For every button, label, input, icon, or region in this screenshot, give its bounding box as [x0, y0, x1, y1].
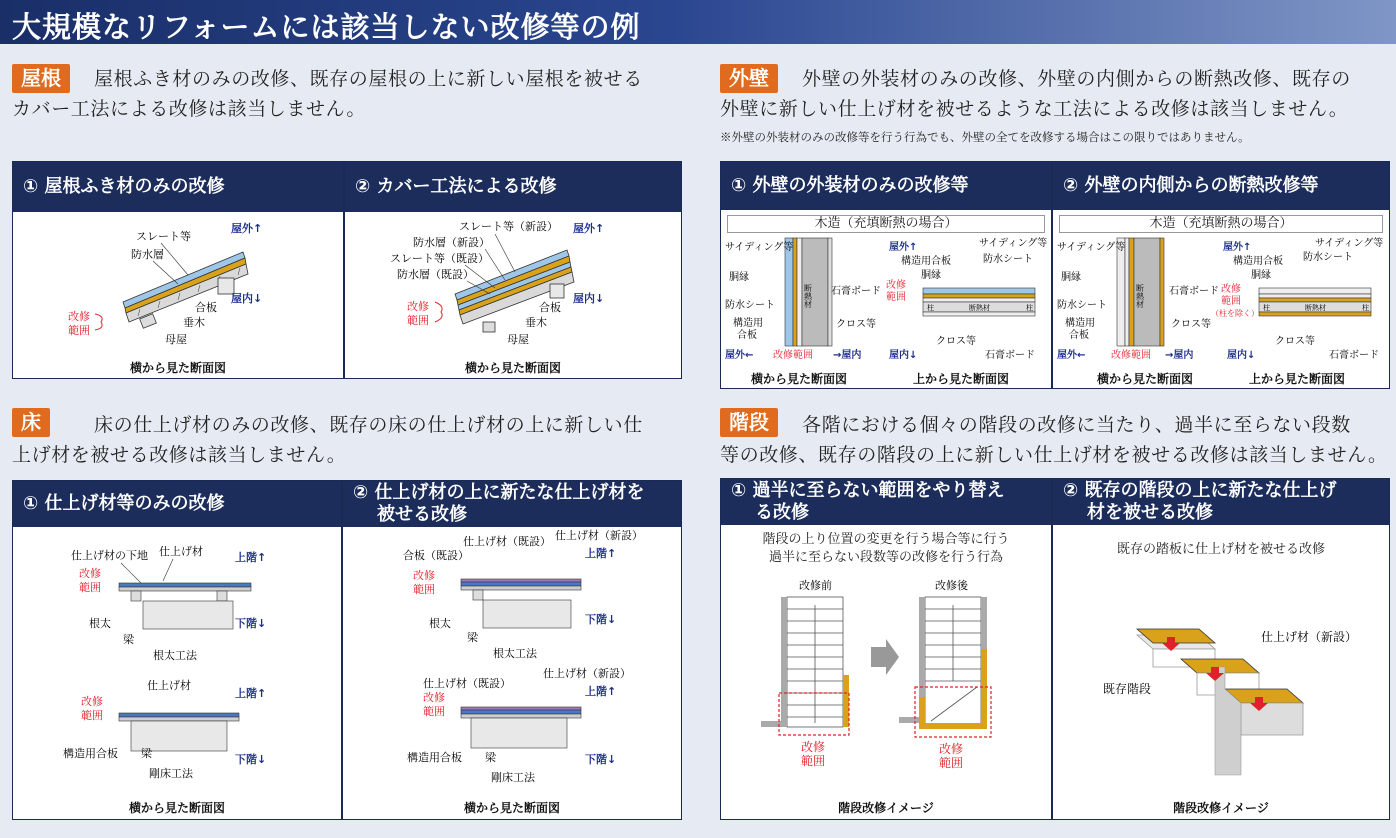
label-sheet-r: 防水シート: [983, 254, 1033, 265]
stairs-panel-1-title: ① 過半に至らない範囲をやり替え る改修: [721, 479, 1051, 525]
floor-section-diagram-1: [13, 527, 341, 797]
wall-panel-2: [1052, 161, 1390, 389]
label-range-14: 改修: [81, 695, 103, 708]
label-before: 改修前: [799, 579, 832, 592]
label-lower-2: 下階↓: [235, 753, 267, 766]
label-range-8: 改修範囲: [1111, 350, 1151, 361]
label-range-22: 改修: [939, 742, 964, 756]
label-method-4: 剛床工法: [491, 771, 535, 784]
wall-panel-1-box-label: 木造（充填断熱の場合）: [727, 215, 1045, 233]
label-range-12: 改修: [79, 567, 101, 580]
roof-cover-diagram-1: [13, 212, 343, 378]
label-insul-2: 断熱材: [1135, 284, 1145, 308]
label-plywood-2: 合板: [539, 301, 561, 314]
floor-description: 床の仕上げ材のみの改修、既存の床の仕上げ材の上に新しい仕 上げ材を被せる改修は該当しません。: [12, 414, 643, 466]
roof-panel-1-title: ① 屋根ふき材のみの改修: [13, 162, 343, 212]
label-col-3: 柱: [1263, 304, 1270, 312]
label-furring-r: 胴縁: [921, 270, 941, 281]
label-upper-3: 上階↑: [585, 547, 617, 560]
label-waterproof-new: 防水層（新設）: [413, 236, 490, 249]
wall-panel-2-caption-left: 横から見た断面図: [1097, 372, 1194, 386]
label-purlin: 母屋: [165, 333, 187, 346]
label-gypsum-r2: 石膏ボード: [1329, 350, 1379, 361]
floor-panel-2-title: ② 仕上げ材の上に新たな仕上げ材を 被せる改修: [343, 481, 681, 527]
floor-tag: 床: [12, 408, 50, 437]
label-col-2: 柱: [1026, 304, 1033, 312]
label-beam-2: 梁: [141, 747, 152, 760]
label-plywood: 合板: [195, 301, 217, 314]
floor-panel-1-caption: 横から見た断面図: [128, 801, 225, 815]
stairs-plan-diagram: [721, 575, 1051, 797]
label-upper-4: 上階↑: [585, 685, 617, 698]
label-cloth: クロス等: [836, 319, 876, 330]
label-slate-old: スレート等（既設）: [390, 252, 489, 265]
label-ply-old: 合板（既設）: [403, 549, 469, 562]
wall-panel-1-caption-right: 上から見た断面図: [913, 372, 1010, 386]
label-range-23: 範囲: [939, 756, 964, 770]
label-beam-3: 梁: [467, 631, 478, 644]
label-furring-r2: 胴縁: [1251, 270, 1271, 281]
label-plywood-4: 構造用合板: [407, 751, 462, 764]
label-siding: サイディング等: [725, 242, 794, 253]
label-sheet-2: 防水シート: [1057, 300, 1107, 311]
floor-panel-2-caption: 横から見た断面図: [463, 801, 560, 815]
label-range-16: 改修: [413, 569, 435, 582]
label-fin-old-2: 仕上げ材（既設）: [423, 677, 511, 690]
floor-section-diagram-2: [343, 527, 681, 797]
label-furring: 胴縁: [729, 272, 749, 283]
label-col-1: 柱: [927, 304, 934, 312]
label-range-9: 改修: [1221, 284, 1241, 295]
label-range-7: 範囲: [886, 292, 906, 303]
floor-panel-1: [12, 480, 342, 820]
label-indoor-5: →屋内: [1165, 350, 1194, 361]
label-range-11: （柱を除く）: [1211, 309, 1259, 318]
label-insul: 断熱材: [803, 284, 813, 308]
label-range-19: 範囲: [423, 705, 445, 718]
wall-panel-2-box-label: 木造（充填断熱の場合）: [1059, 215, 1383, 233]
label-finish-2: 仕上げ材: [147, 679, 191, 692]
label-beam: 梁: [123, 633, 134, 646]
label-plywood-r: 構造用合板: [901, 256, 951, 267]
title-bar: [0, 0, 1396, 44]
label-indoor-4: 屋内↓: [889, 350, 918, 361]
label-furring-2: 胴縁: [1061, 272, 1081, 283]
label-upper: 上階↑: [235, 551, 267, 564]
label-joist-2: 根太: [429, 617, 451, 630]
wall-panel-1: [720, 161, 1052, 389]
label-beam-4: 梁: [485, 751, 496, 764]
stairs-panel-1-caption: 階段改修イメージ: [838, 801, 934, 815]
label-upper-2: 上階↑: [235, 687, 267, 700]
label-outdoor-3: 屋外←: [725, 350, 754, 361]
label-gypsum: 石膏ボード: [831, 286, 881, 297]
label-indoor: 屋内↓: [231, 292, 263, 305]
label-struct-3: 構造用: [1065, 318, 1095, 329]
roof-panel-1: [12, 161, 344, 379]
roof-cover-diagram-2: [345, 212, 681, 378]
label-range-1: 改修: [68, 310, 90, 323]
floor-panel-1-title: ① 仕上げ材等のみの改修: [13, 481, 341, 527]
label-sheet: 防水シート: [725, 300, 775, 311]
label-fin-new-2: 仕上げ材（新設）: [543, 667, 631, 680]
label-method-1: 根太工法: [153, 649, 197, 662]
label-range-17: 範囲: [413, 583, 435, 596]
label-rafter: 垂木: [183, 316, 205, 329]
label-slate-new: スレート等（新設）: [459, 220, 558, 233]
label-gypsum-2: 石膏ボード: [1169, 286, 1219, 297]
label-siding-r: サイディング等: [979, 238, 1048, 249]
wall-tag: 外壁: [720, 64, 778, 93]
wall-description: 外壁の外装材のみの改修、外壁の内側からの断熱改修、既存の 外壁に新しい仕上げ材を被せるような工法による改修は該当しません。: [720, 68, 1351, 120]
label-indoor-6: 屋内↓: [1227, 350, 1256, 361]
label-col-4: 柱: [1362, 304, 1369, 312]
label-insul-r: 断熱材: [969, 304, 990, 312]
label-rafter-2: 垂木: [525, 316, 547, 329]
wall-section-diagram-1: [721, 234, 1051, 374]
label-range-3: 改修: [407, 300, 429, 313]
label-finish: 仕上げ材: [159, 545, 203, 558]
stairs-panel-2-subtitle: 既存の踏板に仕上げ材を被せる改修: [1116, 542, 1325, 557]
label-struct-4: 合板: [1069, 330, 1089, 341]
roof-panel-1-caption: 横から見た断面図: [129, 361, 226, 375]
label-range-2: 範囲: [68, 324, 90, 337]
page-title: 大規模なリフォームには該当しない改修等の例: [12, 10, 641, 44]
label-indoor-3: →屋内: [833, 350, 862, 361]
label-range-10: 範囲: [1221, 296, 1241, 307]
wall-section-diagram-2: [1053, 234, 1389, 374]
label-range-5: 改修範囲: [773, 350, 813, 361]
label-finish-new: 仕上げ材（新設）: [1261, 630, 1358, 644]
label-lower-3: 下階↓: [585, 613, 617, 626]
label-lower: 下階↓: [235, 617, 267, 630]
label-sheet-r2: 防水シート: [1303, 252, 1353, 263]
label-insul-r2: 断熱材: [1305, 304, 1326, 312]
roof-panel-2-caption: 横から見た断面図: [464, 361, 561, 375]
label-range-20: 改修: [801, 740, 826, 754]
stairs-panel-1-subtitle: 階段の上り位置の変更を行う場合等に行う 過半に至らない段数等の改修を行う行為: [762, 532, 1010, 565]
wall-note: ※外壁の外装材のみの改修等を行う行為でも、外壁の全てを改修する場合はこの限りではありません。: [720, 130, 1250, 144]
wall-panel-1-title: ① 外壁の外装材のみの改修等: [721, 162, 1051, 210]
label-waterproof-old: 防水層（既設）: [397, 268, 474, 281]
label-outdoor: 屋外↑: [231, 222, 263, 235]
label-struct-2: 合板: [737, 330, 757, 341]
label-siding-r2: サイディング等: [1315, 238, 1384, 249]
label-plywood-3: 構造用合板: [63, 747, 118, 760]
label-lower-4: 下階↓: [585, 753, 617, 766]
label-range-6: 改修: [886, 280, 906, 291]
label-cloth-2: クロス等: [1171, 319, 1211, 330]
label-cloth-r2: クロス等: [1275, 336, 1315, 347]
label-purlin-2: 母屋: [507, 333, 529, 346]
label-base: 仕上げ材の下地: [71, 549, 148, 562]
stairs-panel-1: [720, 478, 1052, 820]
label-fin-old: 仕上げ材（既設）: [463, 535, 551, 548]
label-joist: 根太: [89, 617, 111, 630]
roof-tag: 屋根: [12, 64, 70, 93]
roof-panel-2: [344, 161, 682, 379]
label-existing: 既存階段: [1103, 682, 1152, 696]
floor-panel-2: [342, 480, 682, 820]
label-plywood-r2: 構造用合板: [1233, 256, 1283, 267]
label-fin-new: 仕上げ材（新設）: [555, 529, 643, 542]
label-struct-1: 構造用: [733, 318, 763, 329]
label-gypsum-r: 石膏ボード: [985, 350, 1035, 361]
label-outdoor-5: 屋外←: [1057, 350, 1086, 361]
stairs-panel-2: [1052, 478, 1390, 820]
label-indoor-2: 屋内↓: [573, 292, 605, 305]
label-range-15: 範囲: [81, 709, 103, 722]
roof-description: 屋根ふき材のみの改修、既存の屋根の上に新しい屋根を被せる カバー工法による改修は該当しません。: [12, 68, 643, 120]
stairs-cover-diagram: [1053, 575, 1389, 797]
label-method-2: 剛床工法: [149, 767, 193, 780]
label-waterproof: 防水層: [131, 248, 164, 261]
label-outdoor-4: 屋外↑: [889, 242, 918, 253]
label-range-18: 改修: [423, 691, 445, 704]
wall-panel-2-caption-right: 上から見た断面図: [1249, 372, 1346, 386]
stairs-description: 各階における個々の階段の改修に当たり、過半に至らない段数 等の改修、既存の階段の上に新しい仕上げ材を被せる改修は該当しません。: [720, 414, 1388, 466]
label-outdoor-2: 屋外↑: [573, 222, 605, 235]
stairs-tag: 階段: [720, 408, 778, 437]
roof-panel-2-title: ② カバー工法による改修: [345, 162, 681, 212]
label-method-3: 根太工法: [493, 647, 537, 660]
label-range-21: 範囲: [801, 754, 826, 768]
label-slate: スレート等: [136, 230, 191, 243]
label-outdoor-6: 屋外↑: [1223, 242, 1252, 253]
label-siding-2: サイディング等: [1057, 242, 1126, 253]
label-range-13: 範囲: [79, 581, 101, 594]
label-after: 改修後: [935, 579, 968, 592]
stairs-panel-2-title: ② 既存の階段の上に新たな仕上げ 材を被せる改修: [1053, 479, 1389, 525]
wall-panel-2-title: ② 外壁の内側からの断熱改修等: [1053, 162, 1389, 210]
label-range-4: 範囲: [407, 314, 429, 327]
stairs-panel-2-caption: 階段改修イメージ: [1173, 801, 1269, 815]
wall-panel-1-caption-left: 横から見た断面図: [751, 372, 848, 386]
label-cloth-r: クロス等: [936, 336, 976, 347]
